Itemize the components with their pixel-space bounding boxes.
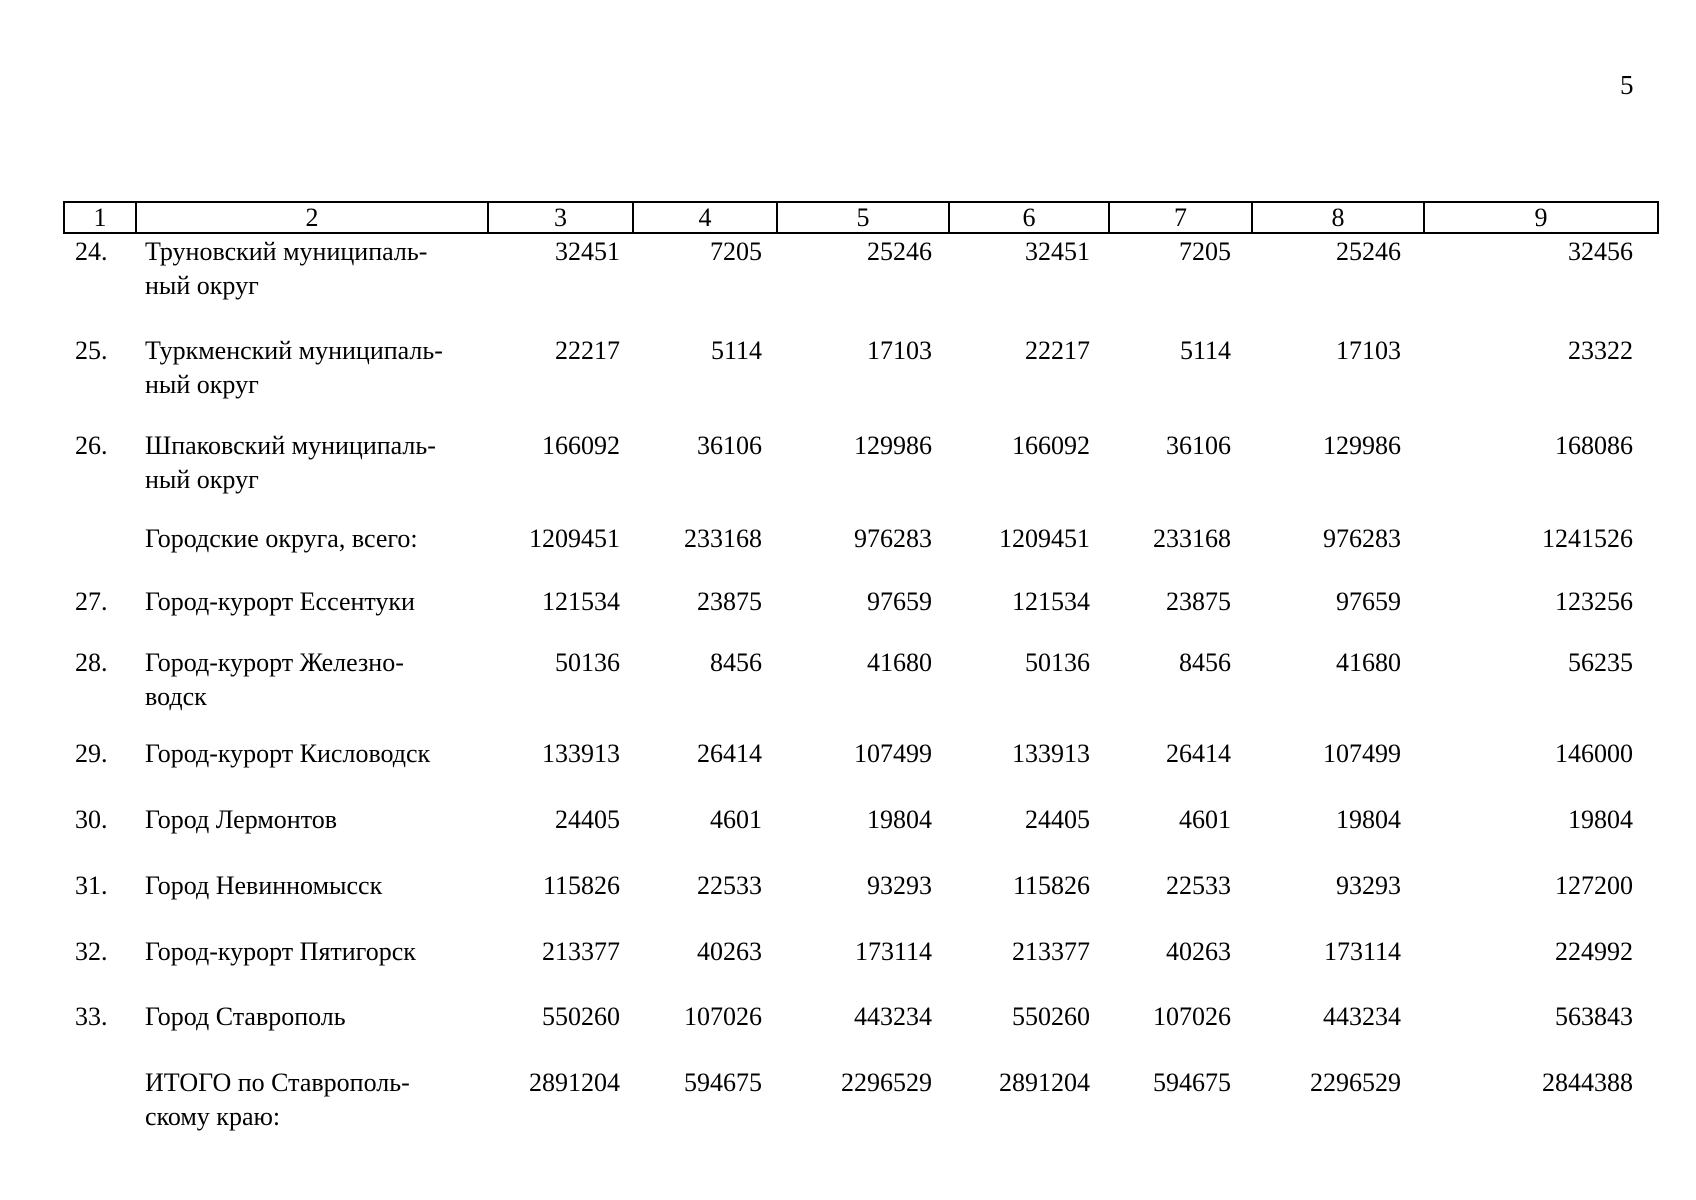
row-value-col-6: 121534 bbox=[1012, 587, 1090, 616]
row-value-col-5: 97659 bbox=[867, 587, 932, 616]
row-value-col-7: 4601 bbox=[1179, 805, 1231, 834]
row-value-col-6: 550260 bbox=[1012, 1002, 1090, 1031]
row-value-col-4: 5114 bbox=[710, 336, 762, 365]
row-value-col-6: 115826 bbox=[1012, 871, 1090, 900]
row-value-col-8: 97659 bbox=[1336, 587, 1401, 616]
header-col-1: 1 bbox=[64, 202, 136, 233]
row-value-col-7: 8456 bbox=[1179, 648, 1231, 677]
row-value-col-9: 1241526 bbox=[1542, 524, 1633, 553]
row-value-col-9: 23322 bbox=[1568, 336, 1633, 365]
row-value-col-8: 17103 bbox=[1336, 336, 1401, 365]
row-value-col-3: 24405 bbox=[555, 805, 620, 834]
row-value-col-9: 168086 bbox=[1555, 431, 1633, 460]
row-value-col-5: 25246 bbox=[867, 237, 932, 266]
row-value-col-9: 123256 bbox=[1555, 587, 1633, 616]
row-value-col-9: 127200 bbox=[1555, 871, 1633, 900]
row-value-col-3: 550260 bbox=[542, 1002, 620, 1031]
row-name: Город-курорт Кисловодск bbox=[145, 739, 431, 768]
row-value-col-3: 213377 bbox=[542, 937, 620, 966]
row-value-col-9: 563843 bbox=[1555, 1002, 1633, 1031]
row-value-col-6: 24405 bbox=[1025, 805, 1090, 834]
row-value-col-5: 173114 bbox=[854, 937, 932, 966]
row-value-col-5: 17103 bbox=[867, 336, 932, 365]
row-value-col-9: 146000 bbox=[1555, 739, 1633, 768]
row-value-col-3: 2891204 bbox=[529, 1068, 620, 1097]
header-col-8: 8 bbox=[1252, 202, 1424, 233]
row-value-col-6: 166092 bbox=[1012, 431, 1090, 460]
row-name: Городские округа, всего: bbox=[145, 524, 418, 553]
row-value-col-8: 93293 bbox=[1336, 871, 1401, 900]
row-name: Город Ставрополь bbox=[145, 1002, 346, 1031]
row-value-col-6: 22217 bbox=[1025, 336, 1090, 365]
row-number: 31. bbox=[75, 871, 108, 900]
row-number: 27. bbox=[75, 587, 108, 616]
row-number: 30. bbox=[75, 805, 108, 834]
row-value-col-9: 32456 bbox=[1568, 237, 1633, 266]
row-value-col-6: 32451 bbox=[1025, 237, 1090, 266]
row-number: 24. bbox=[75, 237, 108, 266]
row-value-col-7: 40263 bbox=[1166, 937, 1231, 966]
row-value-col-4: 40263 bbox=[697, 937, 762, 966]
row-number: 32. bbox=[75, 937, 108, 966]
row-value-col-4: 233168 bbox=[684, 524, 762, 553]
row-value-col-4: 594675 bbox=[684, 1068, 762, 1097]
row-value-col-4: 22533 bbox=[697, 871, 762, 900]
row-name: Туркменский муниципаль- ный округ bbox=[145, 336, 443, 399]
row-value-col-4: 26414 bbox=[697, 739, 762, 768]
row-value-col-8: 19804 bbox=[1336, 805, 1401, 834]
row-value-col-9: 224992 bbox=[1555, 937, 1633, 966]
row-value-col-5: 107499 bbox=[854, 739, 932, 768]
header-col-7: 7 bbox=[1109, 202, 1252, 233]
row-value-col-8: 25246 bbox=[1336, 237, 1401, 266]
row-value-col-9: 19804 bbox=[1568, 805, 1633, 834]
header-col-4: 4 bbox=[633, 202, 777, 233]
row-value-col-3: 32451 bbox=[555, 237, 620, 266]
header-col-9: 9 bbox=[1424, 202, 1658, 233]
row-value-col-4: 8456 bbox=[710, 648, 762, 677]
row-value-col-9: 56235 bbox=[1568, 648, 1633, 677]
row-value-col-7: 36106 bbox=[1166, 431, 1231, 460]
row-value-col-4: 36106 bbox=[697, 431, 762, 460]
row-value-col-7: 23875 bbox=[1166, 587, 1231, 616]
row-value-col-7: 233168 bbox=[1153, 524, 1231, 553]
row-name: Город-курорт Пятигорск bbox=[145, 937, 416, 966]
column-number-header bbox=[63, 201, 1659, 234]
header-col-2: 2 bbox=[136, 202, 488, 233]
row-value-col-8: 107499 bbox=[1323, 739, 1401, 768]
row-value-col-6: 213377 bbox=[1012, 937, 1090, 966]
row-value-col-9: 2844388 bbox=[1542, 1068, 1633, 1097]
row-value-col-5: 19804 bbox=[867, 805, 932, 834]
page-number: 5 bbox=[1620, 70, 1634, 100]
row-value-col-3: 133913 bbox=[542, 739, 620, 768]
row-value-col-7: 594675 bbox=[1153, 1068, 1231, 1097]
row-value-col-8: 173114 bbox=[1323, 937, 1401, 966]
row-value-col-8: 976283 bbox=[1323, 524, 1401, 553]
row-value-col-7: 5114 bbox=[1179, 336, 1231, 365]
header-col-3: 3 bbox=[488, 202, 633, 233]
row-value-col-8: 2296529 bbox=[1310, 1068, 1401, 1097]
row-value-col-4: 107026 bbox=[684, 1002, 762, 1031]
row-value-col-4: 7205 bbox=[710, 237, 762, 266]
row-name: Город-курорт Ессентуки bbox=[145, 587, 415, 616]
row-number: 33. bbox=[75, 1002, 108, 1031]
row-value-col-4: 23875 bbox=[697, 587, 762, 616]
row-name: Город Лермонтов bbox=[145, 805, 337, 834]
header-row bbox=[64, 202, 1658, 233]
row-value-col-7: 107026 bbox=[1153, 1002, 1231, 1031]
row-value-col-3: 50136 bbox=[555, 648, 620, 677]
row-name: Город Невинномысск bbox=[145, 871, 383, 900]
row-name: Город-курорт Железно- водск bbox=[145, 648, 404, 711]
row-value-col-3: 115826 bbox=[542, 871, 620, 900]
header-col-5: 5 bbox=[777, 202, 949, 233]
row-value-col-5: 976283 bbox=[854, 524, 932, 553]
row-name: Труновский муниципаль- ный округ bbox=[145, 237, 428, 300]
row-value-col-8: 41680 bbox=[1336, 648, 1401, 677]
row-value-col-5: 2296529 bbox=[841, 1068, 932, 1097]
row-value-col-3: 121534 bbox=[542, 587, 620, 616]
row-value-col-5: 129986 bbox=[854, 431, 932, 460]
row-value-col-6: 133913 bbox=[1012, 739, 1090, 768]
row-value-col-3: 166092 bbox=[542, 431, 620, 460]
row-value-col-7: 26414 bbox=[1166, 739, 1231, 768]
row-name: Шпаковский муниципаль- ный округ bbox=[145, 431, 436, 494]
row-value-col-8: 129986 bbox=[1323, 431, 1401, 460]
row-value-col-7: 22533 bbox=[1166, 871, 1231, 900]
row-number: 25. bbox=[75, 336, 108, 365]
row-value-col-7: 7205 bbox=[1179, 237, 1231, 266]
row-number: 28. bbox=[75, 648, 108, 677]
row-value-col-4: 4601 bbox=[710, 805, 762, 834]
row-value-col-3: 22217 bbox=[555, 336, 620, 365]
row-value-col-6: 2891204 bbox=[999, 1068, 1090, 1097]
row-value-col-8: 443234 bbox=[1323, 1002, 1401, 1031]
row-value-col-6: 50136 bbox=[1025, 648, 1090, 677]
row-value-col-5: 41680 bbox=[867, 648, 932, 677]
row-value-col-5: 443234 bbox=[854, 1002, 932, 1031]
row-value-col-3: 1209451 bbox=[529, 524, 620, 553]
row-name: ИТОГО по Ставрополь- скому краю: bbox=[145, 1068, 410, 1131]
row-number: 29. bbox=[75, 739, 108, 768]
row-value-col-5: 93293 bbox=[867, 871, 932, 900]
row-number: 26. bbox=[75, 431, 108, 460]
row-value-col-6: 1209451 bbox=[999, 524, 1090, 553]
header-col-6: 6 bbox=[949, 202, 1109, 233]
